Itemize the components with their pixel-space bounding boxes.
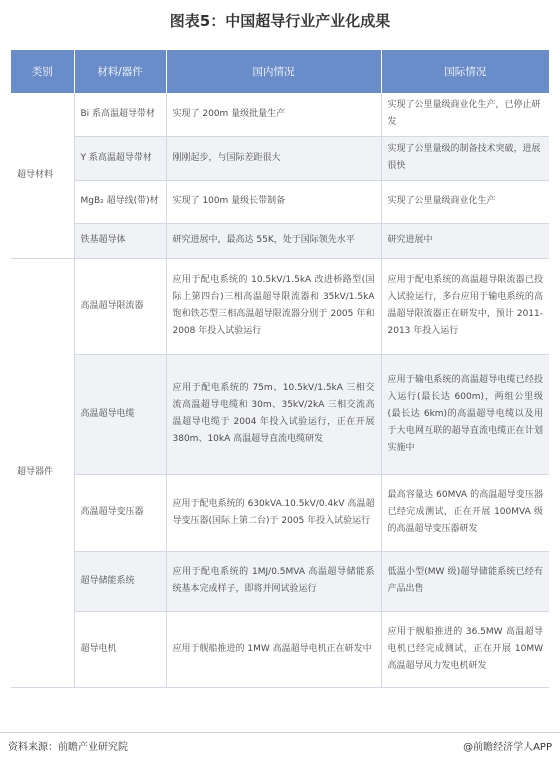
item-cell: 高温超导变压器 [74, 474, 166, 551]
item-cell: Bi 系高温超导带材 [74, 93, 166, 136]
header-category: 类别 [11, 50, 74, 93]
header-domestic: 国内情况 [166, 50, 381, 93]
international-cell: 低温小型(MW 级)超导储能系统已经有产品出售 [381, 551, 549, 611]
international-cell: 应用于舰船推进的 36.5MW 高温超导电机已经完成测试，正在开展 10MW 高温超导风力发电机研发 [381, 611, 549, 687]
international-cell: 应用于输电系统的高温超导电缆已经投入运行(最长达 600m)，两组公里级(最长达 6km)的高温超导电缆以及用于大电网互联的超导直流电缆正在计划实施中 [381, 354, 549, 474]
domestic-cell: 应用于配电系统的 1MJ/0.5MVA 高温超导储能系统基本完成样子，即将并网试验运行 [166, 551, 381, 611]
brand-note: @前瞻经济学人APP [463, 742, 552, 753]
item-cell: 高温超导限流器 [74, 258, 166, 354]
table-row [11, 354, 549, 474]
international-cell: 实现了公里量级商业化生产，已停止研发 [381, 93, 549, 136]
domestic-cell: 实现了 100m 量级长带制备 [166, 180, 381, 223]
international-cell: 实现了公里量级的制备技术突破，进展很快 [381, 136, 549, 180]
chart-title: 图表5：中国超导行业产业化成果 [169, 12, 391, 30]
table-row [11, 611, 549, 687]
table-row [11, 223, 549, 258]
source-note: 资料来源：前瞻产业研究院 [8, 742, 128, 753]
table-row [11, 93, 549, 136]
international-cell: 最高容量达 60MVA 的高温超导变压器已经完成测试，正在开展 100MVA 级的高温超导变压器研发 [381, 474, 549, 551]
domestic-cell: 应用于配电系统的 630kVA.10.5kV/0.4kV 高温超导变压器(国际上第二台)于 2005 年投入试验运行 [166, 474, 381, 551]
table-row [11, 180, 549, 223]
domestic-cell: 应用于舰船推进的 1MW 高温超导电机正在研发中 [166, 611, 381, 687]
category-materials: 超导材料 [11, 93, 74, 258]
table-row [11, 136, 549, 180]
item-cell: MgB₂ 超导线(带)材 [74, 180, 166, 223]
table-row [11, 258, 549, 354]
international-cell: 实现了公里量级商业化生产 [381, 180, 549, 223]
table-row [11, 551, 549, 611]
domestic-cell: 应用于配电系统的 10.5kV/1.5kA 改进桥路型(国际上第四台)三相高温超导限流器和 35kV/1.5kA 饱和铁芯型三相高温超导限流器分别于 2005 年和 2008 年投入试验运行 [166, 258, 381, 354]
item-cell: 超导储能系统 [74, 551, 166, 611]
item-cell: Y 系高温超导带材 [74, 136, 166, 180]
footer [0, 732, 560, 757]
table-header-row [11, 50, 549, 93]
table-row [11, 474, 549, 551]
domestic-cell: 实现了 200m 量级批量生产 [166, 93, 381, 136]
header-international: 国际情况 [381, 50, 549, 93]
international-cell: 应用于配电系统的高温超导限流器已投入试验运行，多台应用于输电系统的高温超导限流器正在研发中，预计 2011-2013 年投入运行 [381, 258, 549, 354]
domestic-cell: 研究进展中，最高达 55K，处于国际领先水平 [166, 223, 381, 258]
domestic-cell: 刚刚起步，与国际差距很大 [166, 136, 381, 180]
international-cell: 研究进展中 [381, 223, 549, 258]
item-cell: 高温超导电缆 [74, 354, 166, 474]
domestic-cell: 应用于配电系统的 75m、10.5kV/1.5kA 三相交流高温超导电缆和 30m、35kV/2kA 三相交流高温超导电缆于 2004 年投入试验运行，正在开展 380m、10kA 高温超导直流电缆研发 [166, 354, 381, 474]
header-item: 材料/器件 [74, 50, 166, 93]
industrialization-table [11, 50, 549, 688]
item-cell: 铁基超导体 [74, 223, 166, 258]
item-cell: 超导电机 [74, 611, 166, 687]
category-devices: 超导器件 [11, 258, 74, 687]
